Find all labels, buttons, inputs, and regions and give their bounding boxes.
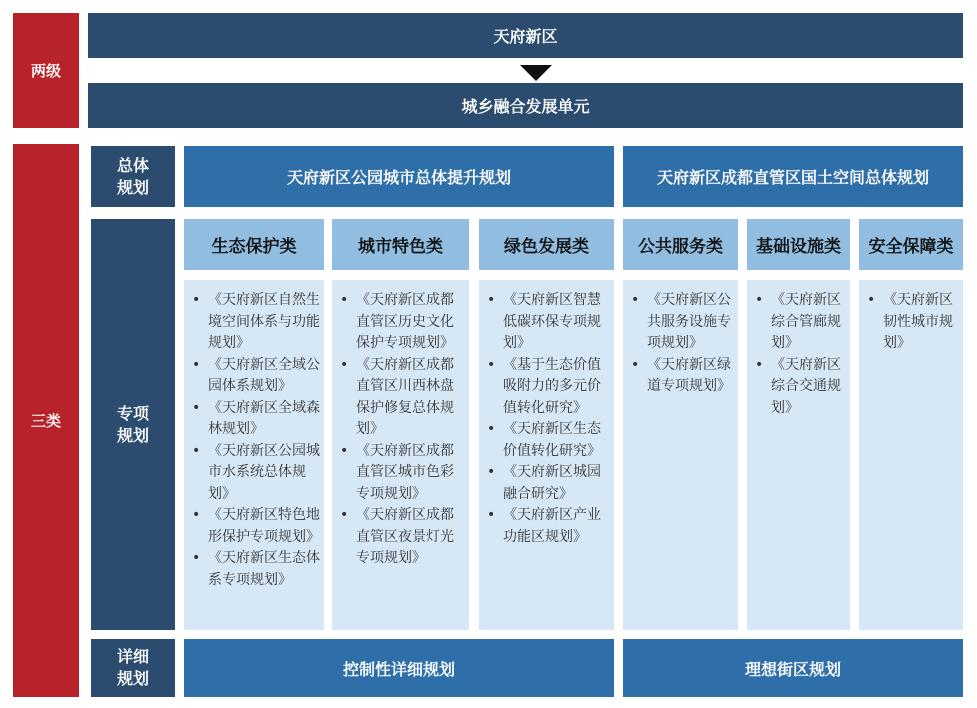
category-header-safety: 安全保障类 (859, 219, 963, 270)
down-arrow-icon (520, 65, 552, 81)
plan-item: • 《天府新区成都直管区川西林盘保护修复总体规划》 (340, 355, 465, 441)
category-panel-infrastructure (747, 280, 850, 630)
row-label-overall: 总体 规划 (91, 146, 175, 207)
plan-item: • 《天府新区智慧低碳环保专项规划》 (487, 290, 610, 355)
plan-item: • 《天府新区综合管廊规划》 (755, 290, 846, 355)
detailed-plan-regulatory: 控制性详细规划 (184, 639, 614, 697)
category-header-city-character: 城市特色类 (332, 219, 469, 270)
plan-item: • 《天府新区城园融合研究》 (487, 462, 610, 505)
category-panel-city-character (332, 280, 469, 630)
plan-item: • 《天府新区绿道专项规划》 (631, 355, 734, 398)
detailed-plan-ideal-block: 理想街区规划 (623, 639, 963, 697)
category-header-green-development: 绿色发展类 (479, 219, 614, 270)
plan-item: • 《天府新区特色地形保护专项规划》 (192, 505, 320, 548)
plan-item: • 《天府新区自然生境空间体系与功能规划》 (192, 290, 320, 355)
overall-plan-park-city: 天府新区公园城市总体提升规划 (184, 146, 614, 207)
plan-item: • 《天府新区生态体系专项规划》 (192, 548, 320, 591)
plan-list (192, 290, 320, 591)
plan-item: • 《天府新区公园城市水系统总体规划》 (192, 441, 320, 506)
plan-item: • 《天府新区成都直管区夜景灯光专项规划》 (340, 505, 465, 570)
category-header-infrastructure: 基础设施类 (747, 219, 850, 270)
plan-item: • 《天府新区韧性城市规划》 (867, 290, 959, 355)
level-three-label: 三类 (13, 144, 79, 697)
category-panel-public-service (623, 280, 738, 630)
category-header-ecology: 生态保护类 (184, 219, 324, 270)
plan-list (755, 290, 846, 419)
plan-item: • 《天府新区生态价值转化研究》 (487, 419, 610, 462)
plan-list (340, 290, 465, 570)
plan-item: • 《天府新区全域公园体系规划》 (192, 355, 320, 398)
level-two-label: 两级 (13, 13, 79, 128)
plan-item: • 《天府新区成都直管区历史文化保护专项规划》 (340, 290, 465, 355)
plan-item: • 《天府新区综合交通规划》 (755, 355, 846, 420)
overall-plan-territorial: 天府新区成都直管区国土空间总体规划 (623, 146, 963, 207)
urban-rural-unit-bar: 城乡融合发展单元 (88, 83, 963, 128)
plan-list (631, 290, 734, 398)
plan-item: • 《天府新区全域森林规划》 (192, 398, 320, 441)
plan-item: • 《天府新区公共服务设施专项规划》 (631, 290, 734, 355)
row-label-detailed: 详细 规划 (91, 639, 175, 697)
plan-item: • 《天府新区成都直管区城市色彩专项规划》 (340, 441, 465, 506)
plan-list (867, 290, 959, 355)
category-panel-green-development (479, 280, 614, 630)
category-header-public-service: 公共服务类 (623, 219, 738, 270)
plan-list (487, 290, 610, 548)
plan-item: • 《天府新区产业功能区规划》 (487, 505, 610, 548)
row-label-special: 专项 规划 (91, 219, 175, 630)
category-panel-ecology (184, 280, 324, 630)
tianfu-new-area-bar: 天府新区 (88, 13, 963, 58)
plan-item: • 《基于生态价值吸附力的多元价值转化研究》 (487, 355, 610, 420)
category-panel-safety (859, 280, 963, 630)
